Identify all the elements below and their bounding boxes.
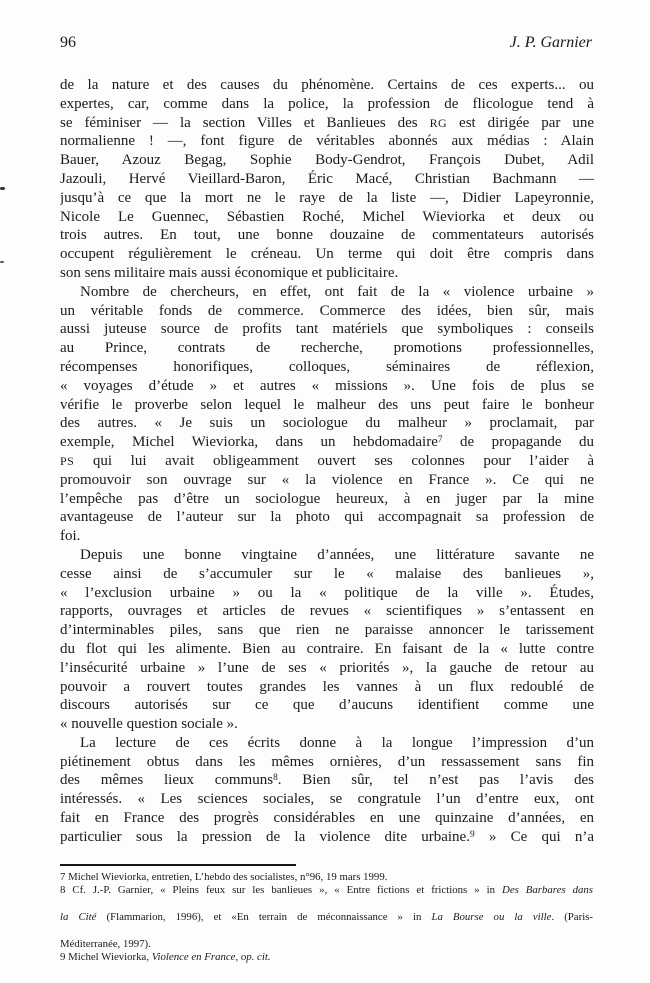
text-line: l’insécurité urbaine » l’une de ses « priorités », la gauche de retour au: [60, 659, 594, 676]
footnote-rule: [60, 864, 296, 866]
footnotes: [60, 871, 593, 965]
text-line: avantageuse de l’auteur sur la photo qui accompagnait sa profession de: [60, 509, 594, 526]
text-line: rapports, ouvrages et articles de revues « scientifiques » s’entassent en: [60, 603, 594, 620]
text-line: intéressés. « Les sciences sociales, se congratule l’un d’entre eux, ont: [60, 791, 594, 808]
text-line: discours autorisés sur ce que d’aucuns identifient comme une: [60, 697, 594, 714]
body-text: [60, 76, 594, 847]
paragraph: [60, 546, 594, 734]
footnote-line: 7 Michel Wieviorka, entretien, L’hebdo des socialistes, n°96, 19 mars 1999.: [60, 871, 388, 883]
text-line: occupent régulièrement le créneau. Un terme qui doit être compris dans: [60, 246, 594, 263]
text-line: Nicole Le Guennec, Sébastien Roché, Michel Wieviorka et deux ou: [60, 208, 594, 225]
running-header-author: J. P. Garnier: [509, 34, 592, 51]
text-line: La lecture de ces écrits donne à la longue l’impression d’un: [80, 734, 594, 751]
scan-artifact: [0, 187, 5, 190]
text-line: vérifie le proverbe selon lequel le malheur des uns peut faire le bonheur: [60, 396, 594, 413]
footnote-line: 9 Michel Wieviorka, Violence en France, op. cit.: [60, 951, 271, 964]
text-line: « nouvelle question sociale ».: [60, 716, 238, 733]
footnote-line: Méditerranée, 1997).: [60, 938, 151, 951]
text-line: normalienne ! —, font figure de véritables abonnés aux médias : Alain: [60, 133, 594, 150]
text-line: fait en France des progrès considérables en une quinzaine d’années, en: [60, 810, 594, 827]
text-line: récompenses honorifiques, colloques, séminaires de réflexion,: [60, 358, 594, 375]
text-line: foi.: [60, 528, 81, 545]
text-line: aussi juteuse source de profits tant matériels que symboliques : conseils: [60, 321, 594, 338]
text-line: Nombre de chercheurs, en effet, ont fait de la « violence urbaine »: [80, 283, 594, 300]
text-line: Jazouli, Hervé Vieillard-Baron, Éric Macé, Christian Bachmann —: [60, 170, 594, 187]
text-line: expertes, car, comme dans la police, la profession de flicologue tend à: [60, 95, 594, 112]
page-number: 96: [60, 34, 76, 51]
text-line: des mêmes lieux communs$^8$. Bien sûr, tel n’est pas l’avis des: [60, 772, 594, 789]
text-line: du flot qui les alimente. Bien au contraire. En faisant de la « lutte contre: [60, 640, 594, 657]
footnote-line: 8 Cf. J.-P. Garnier, « Pleins feux sur les banlieues », « Entre fictions et frictions » in Des Barbares dans: [60, 884, 593, 897]
footnote: [60, 951, 593, 964]
paragraph: [60, 76, 594, 283]
text-line: particulier sous la pression de la violence dite urbaine.$^9$ » Ce qui n’a: [60, 828, 594, 845]
text-line: promouvoir son ouvrage sur « la violence en France ». Ce qui ne: [60, 471, 594, 488]
text-line: jusqu’à ce que la mort ne le raye de la liste —, Didier Lapeyronnie,: [60, 189, 594, 206]
text-line: au Prince, contrats de recherche, promotions professionnelles,: [60, 340, 594, 357]
text-line: « voyages d’étude » et autres « missions ». Une fois de plus se: [60, 377, 594, 394]
text-line: « l’exclusion urbaine » ou la « politique de la ville ». Études,: [60, 584, 594, 601]
text-line: d’interminables piles, sans que rien ne paraisse annoncer le tarissement: [60, 622, 594, 639]
text-line: l’empêche pas d’être un sociologue heureux, à en juger par la mine: [60, 490, 594, 507]
text-line: Bauer, Azouz Begag, Sophie Body-Gendrot, François Dubet, Adil: [60, 152, 594, 169]
text-line: trois autres. En tout, une bonne douzaine de commentateurs autorisés: [60, 227, 594, 244]
text-line: des autres. « Je suis un sociologue du malheur » proclamait, par: [60, 415, 594, 432]
footnote: [60, 871, 593, 884]
paragraph: [60, 734, 594, 847]
footnote-line: la Cité (Flammarion, 1996), et «En terrain de méconnaissance » in La Bourse ou la ville. (Paris-: [60, 911, 593, 924]
scan-artifact: [0, 261, 4, 263]
text-line: exemple, Michel Wieviorka, dans un hebdomadaire$^7$ de propagande du: [60, 434, 594, 451]
running-header: [60, 34, 592, 52]
footnote: [60, 884, 593, 951]
text-line: Depuis une bonne vingtaine d’années, une littérature savante ne: [80, 546, 594, 563]
text-line: son sens militaire mais aussi économique et publicitaire.: [60, 264, 399, 281]
text-line: pouvoir a rouvert toutes grandes les vannes à un flux redoublé de: [60, 678, 594, 695]
text-line: de la nature et des causes du phénomène. Certains de ces experts... ou: [60, 77, 594, 93]
text-line: piétinement obtus dans les mêmes ornières, d’un ressassement sans fin: [60, 753, 594, 770]
text-line: un véritable fonds de commerce. Commerce des idées, bien sûr, mais: [60, 302, 594, 319]
text-line: cesse ainsi de s’accumuler sur le « malaise des banlieues »,: [60, 565, 594, 582]
paragraph: [60, 283, 594, 546]
text-line: PS qui lui avait obligeamment ouvert ses colonnes pour l’aider à: [60, 452, 594, 469]
text-line: se féminiser — la section Villes et Banlieues des RG est dirigée par une: [60, 114, 594, 131]
